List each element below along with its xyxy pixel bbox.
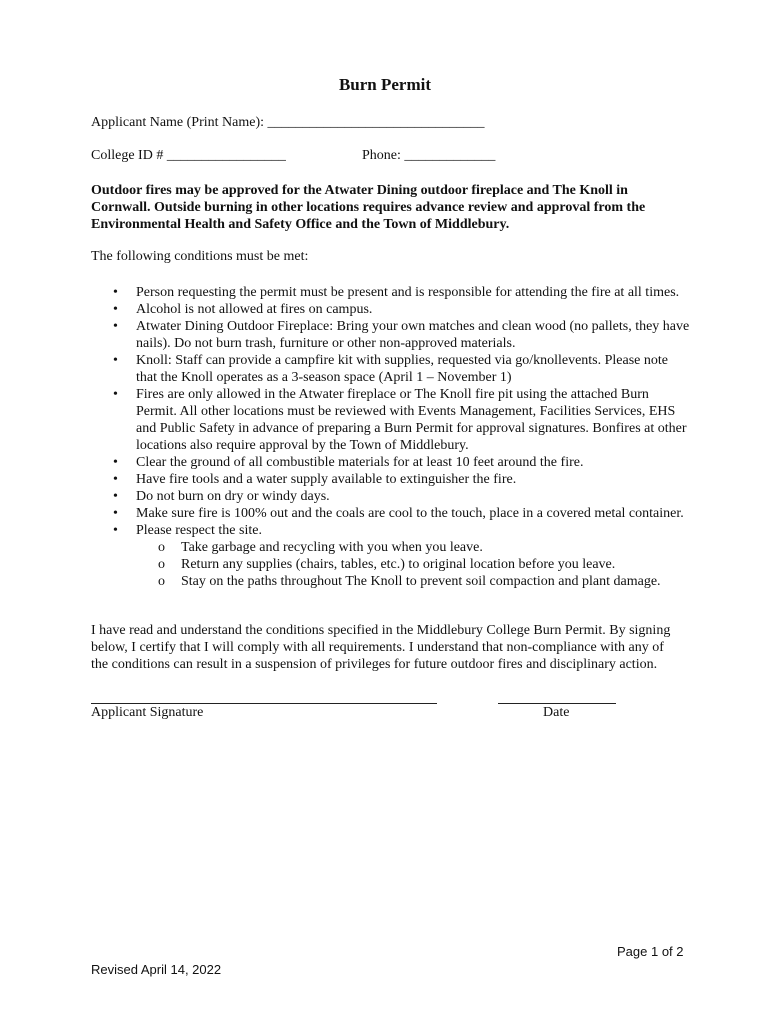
sub-condition-item: o Take garbage and recycling with you when you leave. [136, 539, 691, 556]
condition-item: • Alcohol is not allowed at fires on campus. [91, 301, 691, 318]
page-title: Burn Permit [338, 75, 432, 94]
conditions-intro: The following conditions must be met: [91, 249, 309, 264]
date-line[interactable] [498, 703, 616, 704]
condition-item: • Fires are only allowed in the Atwater fireplace or The Knoll fire pit using the attached Burn Permit. All other locations must be reviewed with Events Management, Facilities Services, EHS and Public Safety in advance of preparing a Burn Permit for approval signatures. Bonfires at other locations also require approval by the Town of Middlebury. [91, 386, 691, 454]
condition-item: • Make sure fire is 100% out and the coals are cool to the touch, place in a covered metal container. [91, 505, 691, 522]
signature-label: Applicant Signature [91, 705, 204, 720]
condition-item: • Atwater Dining Outdoor Fireplace: Bring your own matches and clean wood (no pallets, they have nails). Do not burn trash, furniture or other non-approved materials. [91, 318, 691, 352]
phone-field[interactable]: Phone: _____________ [362, 148, 496, 163]
college-id-field[interactable]: College ID # _________________ [91, 148, 286, 163]
page-number: Page 1 of 2 [617, 944, 684, 959]
date-label: Date [543, 705, 570, 720]
conditions-list [91, 284, 691, 590]
condition-item: • Clear the ground of all combustible materials for at least 10 feet around the fire. [91, 454, 691, 471]
revision-date: Revised April 14, 2022 [91, 962, 222, 977]
certification-statement: I have read and understand the conditions specified in the Middlebury College Burn Permit. By signing below, I certify that I will comply with all requirements. I understand that non-compliance with any of the conditions can result in a suspension of privileges for future outdoor fires and disciplinary action. [91, 623, 671, 672]
signature-line[interactable] [91, 703, 437, 704]
condition-item: • Have fire tools and a water supply available to extinguisher the fire. [91, 471, 691, 488]
condition-item: • Person requesting the permit must be present and is responsible for attending the fire at all times. [91, 284, 691, 301]
applicant-name-field[interactable]: Applicant Name (Print Name): _______________________________ [91, 115, 485, 130]
sub-condition-item: o Return any supplies (chairs, tables, etc.) to original location before you leave. [136, 556, 691, 573]
condition-item: • Knoll: Staff can provide a campfire kit with supplies, requested via go/knollevents. Please note that the Knoll operates as a 3-season space (April 1 – November 1) [91, 352, 691, 386]
condition-item: • Do not burn on dry or windy days. [91, 488, 691, 505]
sub-conditions-list [136, 539, 691, 590]
condition-item-label: Please respect the site. [136, 523, 262, 538]
condition-item [91, 522, 691, 590]
sub-condition-item: o Stay on the paths throughout The Knoll to prevent soil compaction and plant damage. [136, 573, 691, 590]
warning-paragraph: Outdoor fires may be approved for the Atwater Dining outdoor fireplace and The Knoll in Cornwall. Outside burning in other locations requires advance review and approval from the Environmental Health and Safety Office and the Town of Middlebury. [91, 183, 646, 232]
